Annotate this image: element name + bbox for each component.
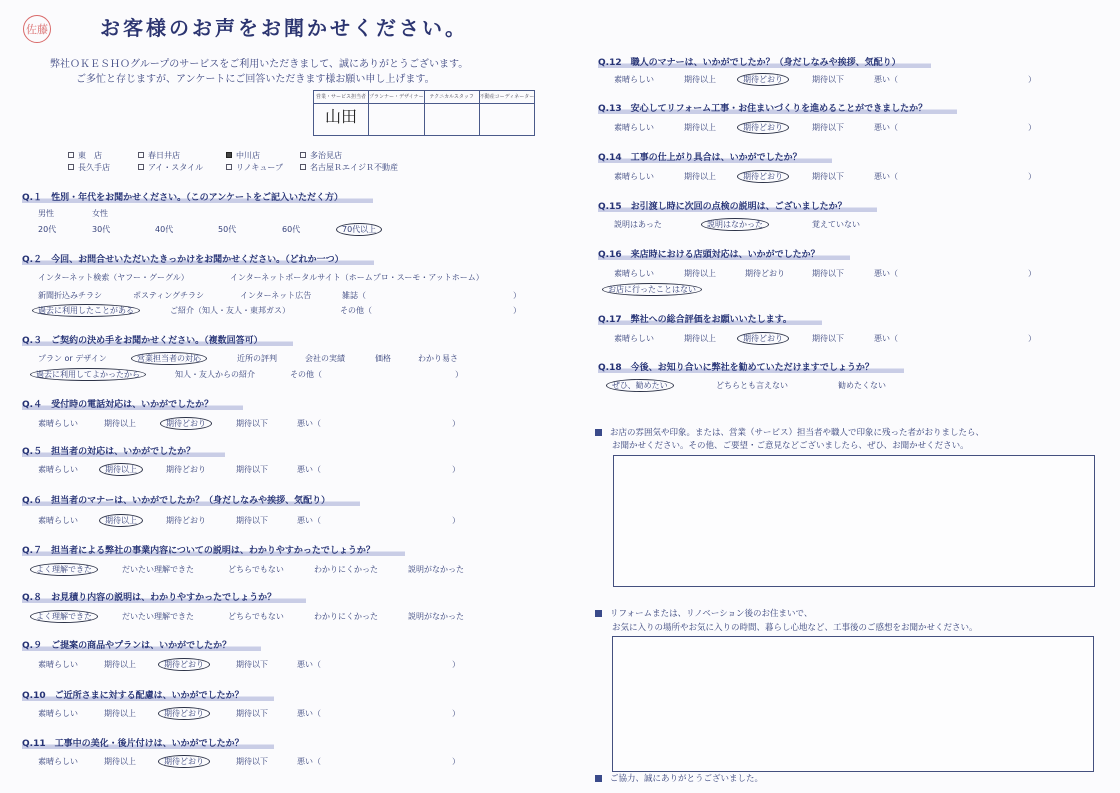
- option[interactable]: プラン or デザイン: [38, 354, 107, 363]
- option[interactable]: 覚えていない: [812, 220, 860, 229]
- option[interactable]: 期待どおり: [166, 516, 206, 525]
- checkbox-icon: [300, 164, 306, 170]
- option[interactable]: 期待以上: [684, 75, 716, 84]
- option[interactable]: 説明がなかった: [408, 612, 464, 621]
- checkbox-icon: [68, 152, 74, 158]
- option[interactable]: 悪い（: [874, 269, 898, 278]
- option[interactable]: インターネット広告: [240, 291, 312, 300]
- staff-header: プランナー・デザイナー: [369, 91, 425, 104]
- option-selected[interactable]: 期待どおり: [743, 171, 783, 182]
- store-checkbox[interactable]: 名古屋ＲエイジＲ不動産: [300, 162, 398, 173]
- option[interactable]: わかり易さ: [418, 354, 458, 363]
- comment-prompt-2b: お気に入りの場所やお気に入りの時間、暮らし心地など、工事後のご感想をお聞かせください。: [612, 623, 978, 633]
- option[interactable]: 期待以下: [236, 516, 268, 525]
- option-selected[interactable]: 期待どおり: [743, 74, 783, 85]
- staff-header: 営業・サービス担当者: [314, 91, 369, 104]
- option-selected[interactable]: 説明はなかった: [707, 219, 763, 230]
- question-title: Q.11 工事中の美化・後片付けは、いかがでしたか？: [22, 736, 274, 749]
- comment-prompt-1b: お聞かせください。その他、ご要望・ご意見などございましたら、ぜひ、お聞かせください。: [612, 441, 969, 451]
- option[interactable]: 素晴らしい: [614, 123, 654, 132]
- option[interactable]: 期待以下: [236, 660, 268, 669]
- store-checkbox[interactable]: 中川店: [226, 150, 260, 161]
- intro-line-1: 弊社ＯＫＥＳＨＯグループのサービスをご利用いただきまして、誠にありがとうございます。: [50, 59, 469, 70]
- question-title: Q.15 お引渡し時に次回の点検の説明は、ございましたか？: [598, 199, 877, 212]
- option[interactable]: 悪い（: [297, 757, 321, 766]
- option-age[interactable]: 60代: [282, 225, 301, 234]
- option[interactable]: 素晴らしい: [614, 269, 654, 278]
- option[interactable]: 期待以下: [812, 75, 844, 84]
- option[interactable]: ポスティングチラシ: [133, 291, 205, 300]
- paren-close: ）: [452, 660, 460, 669]
- option[interactable]: どちらでもない: [228, 565, 284, 574]
- staff-header: テクニカルスタッフ: [424, 91, 479, 104]
- option-selected[interactable]: 期待どおり: [164, 659, 204, 670]
- question-title: Q.18 今後、お知り合いに弊社を勧めていただけますでしょうか？: [598, 360, 904, 373]
- paren-close: ）: [1028, 334, 1036, 343]
- option[interactable]: 会社の実績: [305, 354, 345, 363]
- paren-close: ）: [1028, 172, 1036, 181]
- question-title: Q.８ お見積り内容の説明は、わかりやすかったでしょうか？: [22, 590, 306, 603]
- option[interactable]: 価格: [375, 354, 391, 363]
- paren-close: ）: [1028, 123, 1036, 132]
- option[interactable]: 期待以下: [812, 334, 844, 343]
- option[interactable]: 期待どおり: [166, 465, 206, 474]
- option[interactable]: わかりにくかった: [314, 565, 378, 574]
- question-title: Q.16 来店時における店頭対応は、いかがでしたか？: [598, 247, 850, 260]
- paren-close: ）: [452, 419, 460, 428]
- option[interactable]: 素晴らしい: [38, 465, 78, 474]
- staff-table: [313, 90, 535, 136]
- paren-close: ）: [452, 465, 460, 474]
- option-selected[interactable]: 期待どおり: [743, 122, 783, 133]
- option-selected[interactable]: 期待どおり: [164, 756, 204, 767]
- option[interactable]: インターネットポータルサイト（ホームプロ・スーモ・アットホーム）: [230, 273, 484, 282]
- option[interactable]: 悪い（: [297, 660, 321, 669]
- paren-close: ）: [1028, 269, 1036, 278]
- question-title: Q.３ ご契約の決め手をお聞かせください。（複数回答可）: [22, 333, 293, 346]
- option[interactable]: 期待以下: [236, 419, 268, 428]
- paren-close: ）: [452, 709, 460, 718]
- option[interactable]: 悪い（: [297, 516, 321, 525]
- staff-sales-cell[interactable]: [314, 104, 369, 136]
- option-age[interactable]: 20代: [38, 225, 57, 234]
- question-title: Q.５ 担当者の対応は、いかがでしたか？: [22, 444, 225, 457]
- checkbox-icon: [226, 152, 232, 158]
- option[interactable]: その他（: [340, 306, 372, 315]
- option[interactable]: 期待以上: [104, 709, 136, 718]
- option[interactable]: ご紹介（知人・友人・東邦ガス）: [170, 306, 290, 315]
- option[interactable]: 勧めたくない: [838, 381, 886, 390]
- option[interactable]: 素晴らしい: [38, 516, 78, 525]
- checkbox-icon: [300, 152, 306, 158]
- option[interactable]: わかりにくかった: [314, 612, 378, 621]
- option[interactable]: 期待以上: [104, 419, 136, 428]
- option[interactable]: 悪い（: [874, 123, 898, 132]
- option[interactable]: 説明がなかった: [408, 565, 464, 574]
- option-selected[interactable]: 期待以上: [105, 515, 137, 526]
- question-title: Q.13 安心してリフォーム工事・お住まいづくりを進めることができましたか？: [598, 101, 957, 114]
- option[interactable]: だいたい理解できた: [122, 612, 194, 621]
- option-selected[interactable]: 期待どおり: [743, 333, 783, 344]
- option[interactable]: 素晴らしい: [614, 334, 654, 343]
- option[interactable]: 悪い（: [297, 465, 321, 474]
- option-selected[interactable]: 過去に利用したことがある: [38, 305, 134, 316]
- option-selected[interactable]: 営業担当者の対応: [137, 353, 201, 364]
- option-selected[interactable]: 期待どおり: [166, 418, 206, 429]
- paren-close: ）: [513, 291, 521, 300]
- option[interactable]: 期待以下: [236, 757, 268, 766]
- option-female[interactable]: 女性: [92, 209, 108, 218]
- checkbox-icon: [138, 164, 144, 170]
- option-selected[interactable]: 過去に利用してよかったから: [36, 369, 140, 380]
- question-title: Q.１ 性別・年代をお聞かせください。（このアンケートをご記入いただく方）: [22, 190, 373, 203]
- bullet-square-icon: [595, 610, 602, 617]
- option[interactable]: 期待以上: [104, 660, 136, 669]
- question-title: Q.９ ご提案の商品やプランは、いかがでしたか？: [22, 638, 261, 651]
- staff-planner-cell[interactable]: [369, 104, 425, 136]
- option[interactable]: 知人・友人からの紹介: [175, 370, 255, 379]
- checkbox-icon: [138, 152, 144, 158]
- question-title: Q.12 職人のマナーは、いかがでしたか？（身だしなみや挨拶、気配り）: [598, 55, 931, 68]
- option-selected[interactable]: よく理解できた: [36, 564, 92, 575]
- option[interactable]: 説明はあった: [614, 220, 662, 229]
- option[interactable]: 素晴らしい: [614, 75, 654, 84]
- option[interactable]: 素晴らしい: [614, 172, 654, 181]
- question-title: Q.10 ご近所さまに対する配慮は、いかがでしたか？: [22, 688, 274, 701]
- question-title: Q.６ 担当者のマナーは、いかがでしたか？（身だしなみや挨拶、気配り）: [22, 493, 360, 506]
- option[interactable]: その他（: [290, 370, 322, 379]
- option[interactable]: 期待以下: [236, 465, 268, 474]
- option[interactable]: 期待以下: [812, 123, 844, 132]
- staff-realestate-cell[interactable]: [479, 104, 535, 136]
- option[interactable]: 素晴らしい: [38, 660, 78, 669]
- checkbox-icon: [68, 164, 74, 170]
- question-title: Q.７ 担当者による弊社の事業内容についての説明は、わかりやすかったでしょうか？: [22, 543, 405, 556]
- option[interactable]: 悪い（: [297, 709, 321, 718]
- option[interactable]: 期待以上: [684, 172, 716, 181]
- comment-box-2[interactable]: [612, 636, 1094, 772]
- option-age[interactable]: 40代: [155, 225, 174, 234]
- option[interactable]: 悪い（: [874, 172, 898, 181]
- store-checkbox[interactable]: 多治見店: [300, 150, 342, 161]
- question-title: Q.14 工事の仕上がり具合は、いかがでしたか？: [598, 150, 832, 163]
- option[interactable]: どちらでもない: [228, 612, 284, 621]
- option[interactable]: 雑誌（: [342, 291, 366, 300]
- option-male[interactable]: 男性: [38, 209, 54, 218]
- option[interactable]: だいたい理解できた: [122, 565, 194, 574]
- comment-prompt-2: リフォームまたは、リノベーション後のお住まいで、: [595, 607, 812, 619]
- option-age[interactable]: 50代: [218, 225, 237, 234]
- paren-close: ）: [1028, 75, 1036, 84]
- option[interactable]: 悪い（: [874, 334, 898, 343]
- option[interactable]: 期待以下: [236, 709, 268, 718]
- option[interactable]: 期待以上: [684, 334, 716, 343]
- option[interactable]: インターネット検索（ヤフー・グーグル）: [38, 273, 189, 282]
- option[interactable]: 新聞折込みチラシ: [38, 291, 102, 300]
- option-selected[interactable]: 期待どおり: [164, 708, 204, 719]
- option[interactable]: 悪い（: [297, 419, 321, 428]
- paren-close: ）: [455, 370, 463, 379]
- question-title: Q.17 弊社への総合評価をお願いいたします。: [598, 312, 822, 325]
- option[interactable]: 素晴らしい: [38, 757, 78, 766]
- bullet-square-icon: [595, 429, 602, 436]
- option[interactable]: どちらとも言えない: [716, 381, 788, 390]
- option[interactable]: 期待以上: [104, 757, 136, 766]
- store-checkbox[interactable]: リノキューブ: [226, 162, 283, 173]
- paren-close: ）: [452, 516, 460, 525]
- checkbox-icon: [226, 164, 232, 170]
- option[interactable]: 期待以下: [812, 172, 844, 181]
- store-checkbox[interactable]: 春日井店: [138, 150, 180, 161]
- paren-close: ）: [452, 757, 460, 766]
- comment-prompt-1: お店の雰囲気や印象。または、営業（サービス）担当者や職人で印象に残った者がおりましたら、: [595, 426, 984, 438]
- staff-tech-cell[interactable]: [424, 104, 479, 136]
- option[interactable]: 素晴らしい: [38, 709, 78, 718]
- option-age[interactable]: 30代: [92, 225, 111, 234]
- option[interactable]: 期待以上: [684, 123, 716, 132]
- option-selected[interactable]: ぜひ、勧めたい: [612, 380, 668, 391]
- thanks-message: ご協力、誠にありがとうございました。: [595, 772, 763, 784]
- option-selected[interactable]: お店に行ったことはない: [608, 284, 696, 295]
- staff-header: 不動産コーディネーター: [479, 91, 535, 104]
- option[interactable]: 期待以上: [684, 269, 716, 278]
- store-checkbox[interactable]: 東 店: [68, 150, 102, 161]
- page-title: お客様のお声をお聞かせください。: [100, 16, 468, 40]
- option[interactable]: 近所の評判: [237, 354, 277, 363]
- personal-seal: 佐藤: [23, 15, 51, 43]
- intro-line-2: ご多忙と存じますが、アンケートにご回答いただきます様お願い申し上げます。: [76, 74, 435, 85]
- option-age-selected[interactable]: 70代以上: [342, 224, 376, 235]
- option[interactable]: 素晴らしい: [38, 419, 78, 428]
- question-title: Q.４ 受付時の電話対応は、いかがでしたか？: [22, 397, 243, 410]
- option[interactable]: 悪い（: [874, 75, 898, 84]
- option[interactable]: 期待どおり: [745, 269, 785, 278]
- question-title: Q.２ 今回、お問合せいただいたきっかけをお聞かせください。（どれか一つ）: [22, 252, 374, 265]
- paren-close: ）: [513, 306, 521, 315]
- handwritten-staff-name: 山田: [324, 107, 357, 126]
- store-checkbox[interactable]: アイ・スタイル: [138, 162, 203, 173]
- option[interactable]: 期待以下: [812, 269, 844, 278]
- option-selected[interactable]: よく理解できた: [36, 611, 92, 622]
- store-checkbox[interactable]: 長久手店: [68, 162, 110, 173]
- option-selected[interactable]: 期待以上: [105, 464, 137, 475]
- comment-box-1[interactable]: [613, 455, 1095, 587]
- bullet-square-icon: [595, 775, 602, 782]
